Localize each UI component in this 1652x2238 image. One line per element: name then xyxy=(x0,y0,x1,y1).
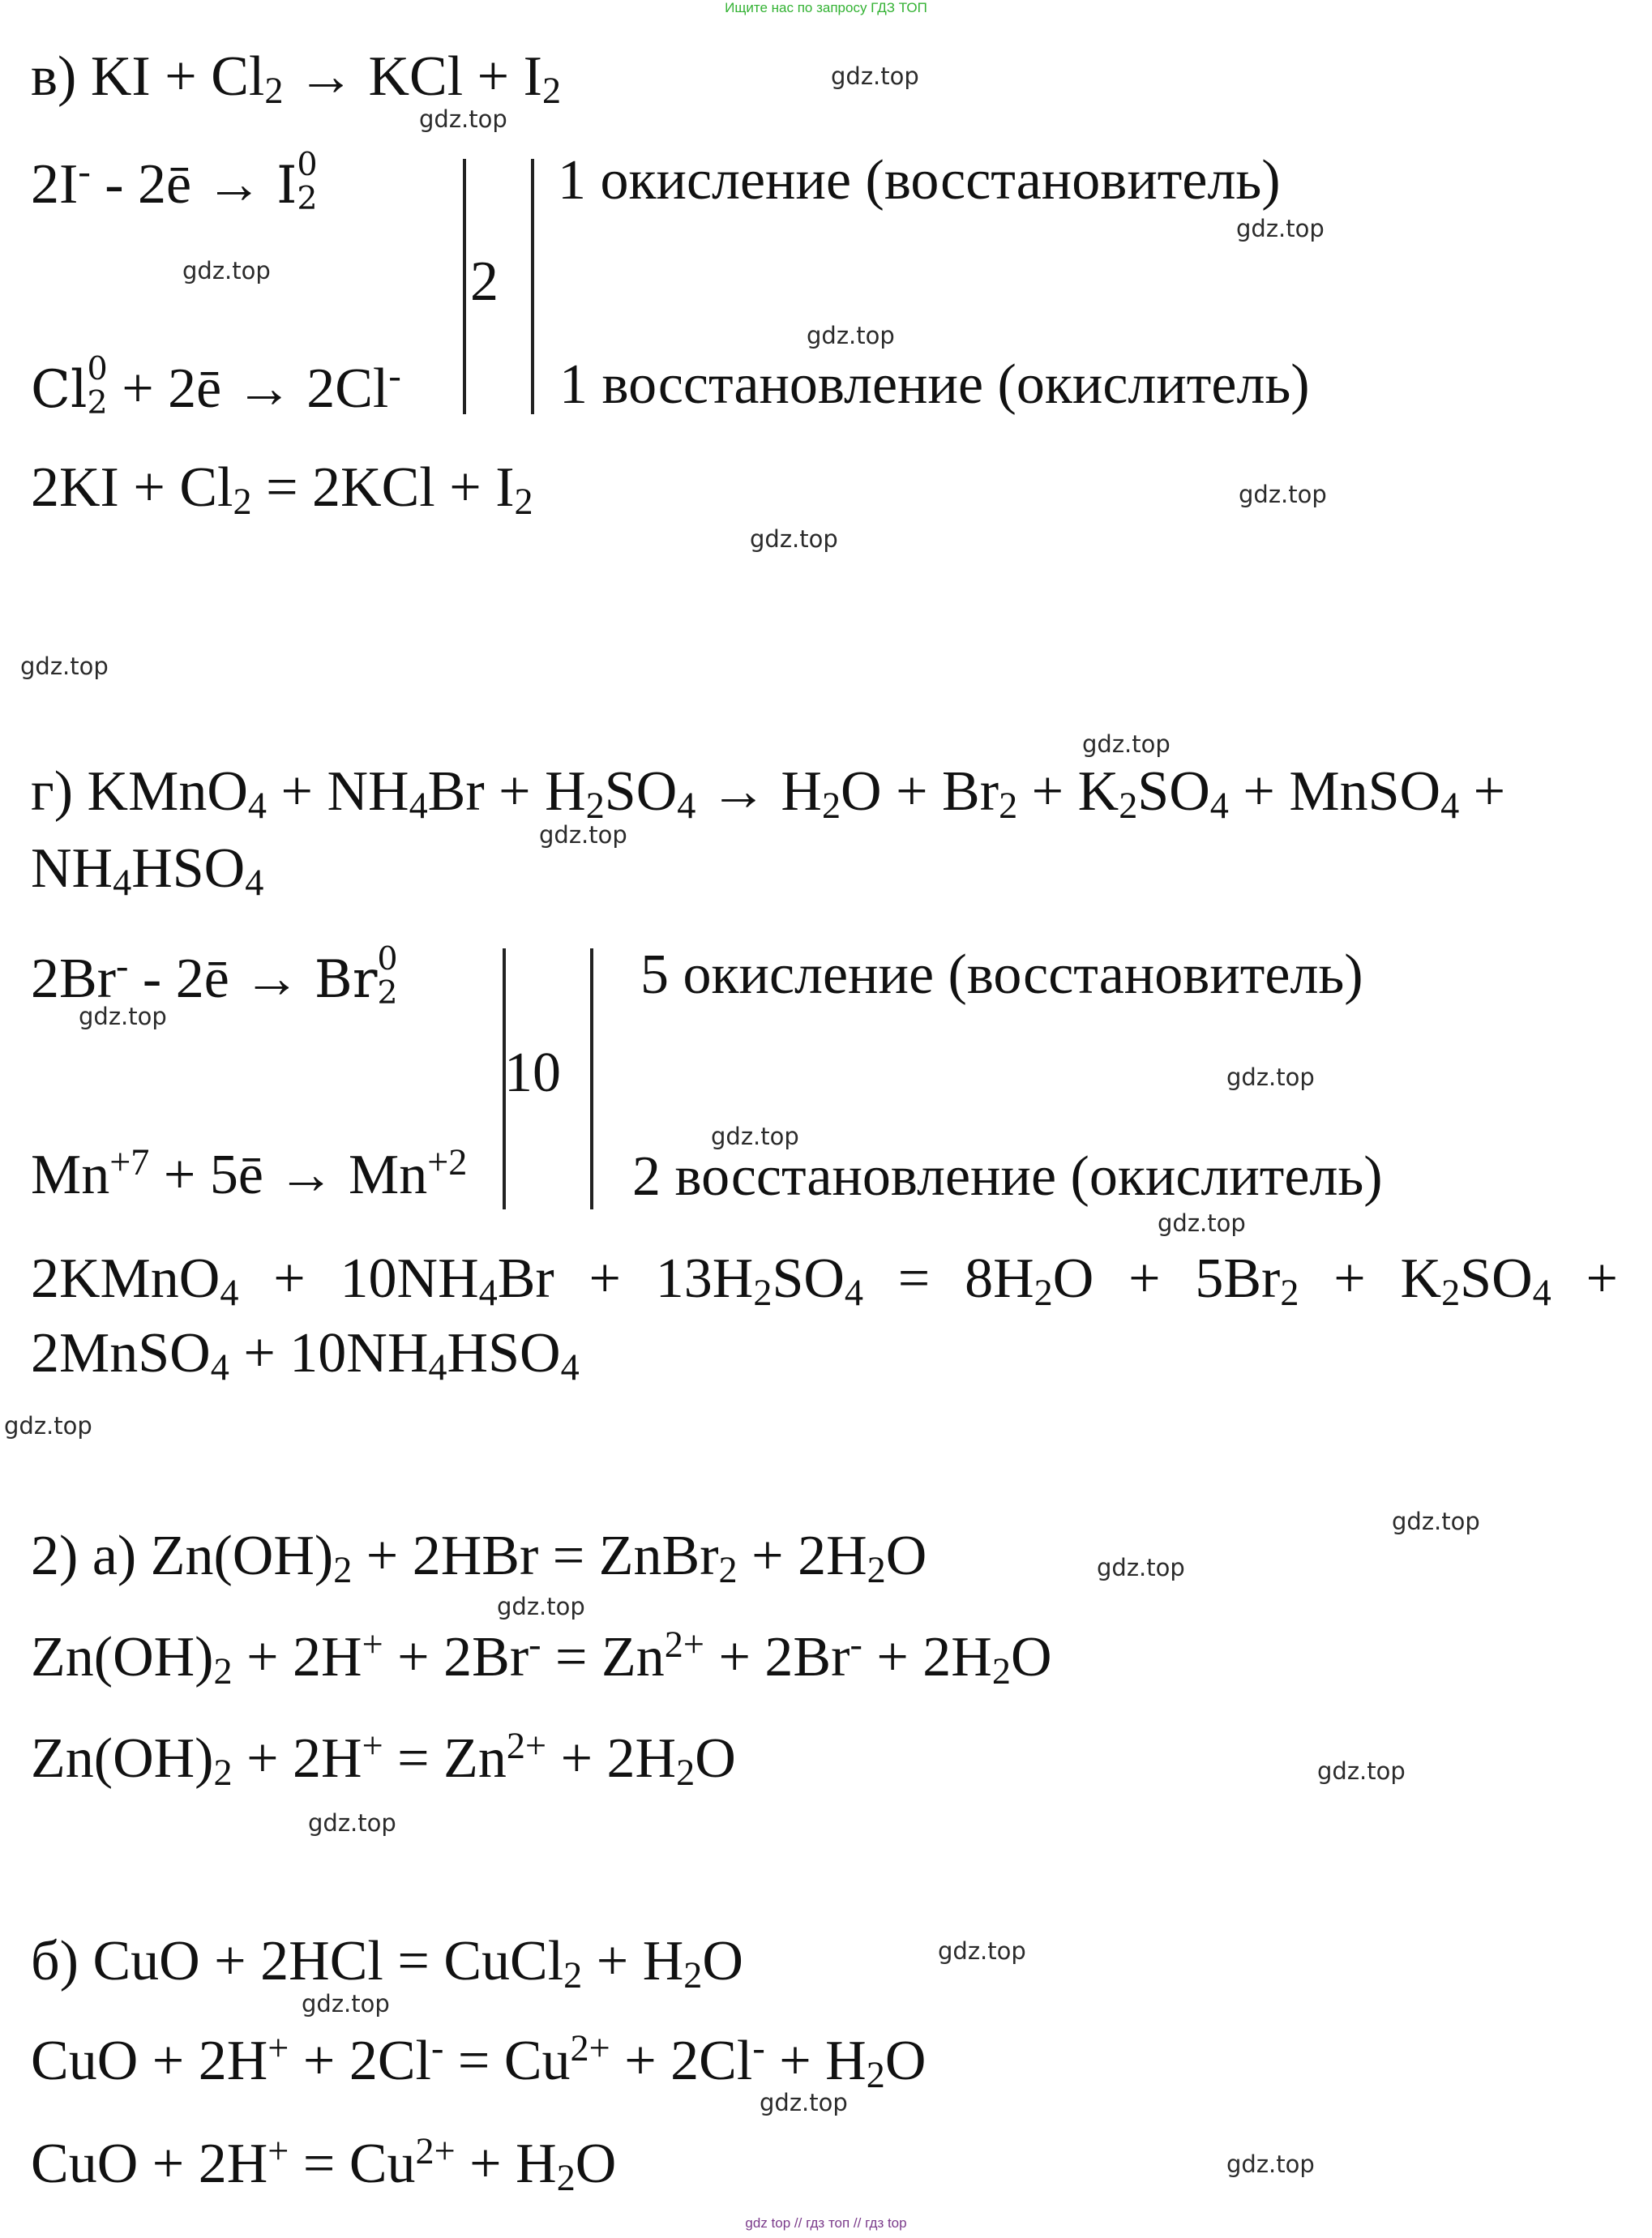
watermark: gdz.top xyxy=(831,62,919,90)
watermark: gdz.top xyxy=(79,1003,167,1030)
watermark: gdz.top xyxy=(750,525,838,553)
half-reaction-reduction-v: Cl 0 2 + 2ē → 2Cl- xyxy=(31,350,401,421)
balance-bar-right xyxy=(590,948,593,1209)
equation-2b-full-ionic: CuO + $2H^+ + 2Cl^- = Cu^{2+} + 2Cl^- + H_2O$ xyxy=(31,2026,927,2096)
watermark: gdz.top xyxy=(4,1412,92,1440)
watermark: gdz.top xyxy=(20,653,109,680)
watermark: gdz.top xyxy=(807,322,895,349)
equation-g-scheme-line2: $NH_4HSO_4$ xyxy=(31,837,264,904)
footer-note: gdz top // гдз топ // гдз top xyxy=(745,2215,907,2231)
balanced-equation-g-line2: 2MnSO$_4$ + $10NH_4HSO_4$ xyxy=(31,1322,580,1389)
watermark: gdz.top xyxy=(1239,481,1327,508)
watermark: gdz.top xyxy=(1226,1063,1315,1091)
equation-2a-molecular: 2) а) $Zn(OH)_2 + 2HBr$ = ZnBr$_2$ + $2H_2O$ xyxy=(31,1525,927,1591)
watermark: gdz.top xyxy=(308,1809,396,1837)
reduction-note-g: 2 восстановление (окислитель) xyxy=(632,1145,1383,1208)
equation-2b-molecular: б) CuO + 2HCl = CuCl$_2$ + $H_2O$ xyxy=(31,1930,743,1996)
balance-bar-left xyxy=(463,159,466,414)
reduction-note-v: 1 восстановление (окислитель) xyxy=(559,353,1310,416)
balance-multiplier-v: 2 xyxy=(470,250,499,313)
watermark: gdz.top xyxy=(938,1937,1026,1965)
watermark: gdz.top xyxy=(1097,1554,1185,1581)
watermark: gdz.top xyxy=(711,1123,799,1150)
equation-2b-short-ionic: CuO + $2H^+ = Cu^{2+} + H_2O$ xyxy=(31,2129,617,2199)
watermark: gdz.top xyxy=(497,1593,585,1620)
balanced-equation-g-line1: 2KMnO$_4$ + $10NH_4Br + 13H_2SO_4 = 8H_2O + 5Br_2 + K_2SO_4$ + xyxy=(31,1247,1619,1314)
watermark: gdz.top xyxy=(1392,1508,1480,1535)
part-label: 2) xyxy=(31,1525,79,1587)
watermark: gdz.top xyxy=(302,1990,390,2018)
watermark: gdz.top xyxy=(1236,215,1325,242)
header-note: Ищите нас по запросу ГДЗ ТОП xyxy=(725,0,927,15)
equation-v-scheme: в) KI + $Cl_2$ → KCl + $I_2$ xyxy=(31,45,562,112)
half-reaction-oxidation-v: 2I- - 2ē → I 0 2 xyxy=(31,146,318,217)
sub-label: б) xyxy=(31,1930,79,1992)
part-label: в) xyxy=(31,45,77,108)
oxidation-note-v: 1 окисление (восстановитель) xyxy=(558,149,1281,212)
watermark: gdz.top xyxy=(539,821,627,849)
watermark: gdz.top xyxy=(1226,2150,1315,2178)
watermark: gdz.top xyxy=(182,257,271,285)
sub-label: а) xyxy=(92,1525,137,1587)
watermark: gdz.top xyxy=(1082,730,1171,758)
equation-2a-full-ionic: $Zn(OH)_2 + 2H^+ + 2Br^- = Zn^{2+} + 2Br^- + 2H_2O$ xyxy=(31,1623,1052,1692)
watermark: gdz.top xyxy=(419,105,507,133)
watermark: gdz.top xyxy=(1317,1757,1406,1785)
balance-bar-right xyxy=(531,159,534,414)
oxidation-note-g: 5 окисление (восстановитель) xyxy=(640,944,1363,1006)
equation-2a-short-ionic: $Zn(OH)_2 + 2H^+ = Zn^{2+} + 2H_2O$ xyxy=(31,1724,736,1794)
balance-multiplier-g: 10 xyxy=(504,1042,561,1104)
part-label: г) xyxy=(31,760,74,823)
equation-g-scheme-line1: г) KMnO$_4$ + $NH_4Br + H_2SO_4 \to H_2O + Br_2 + K_2SO_4$ + MnSO$_4$ + xyxy=(31,760,1506,827)
watermark: gdz.top xyxy=(1158,1209,1246,1237)
half-reaction-oxidation-g: 2Br- - 2ē → Br 0 2 xyxy=(31,940,398,1012)
balanced-equation-v: $2KI + Cl_2 = 2KCl + I_2$ xyxy=(31,456,533,523)
watermark: gdz.top xyxy=(760,2089,848,2116)
half-reaction-reduction-g: $Mn^{+7}$ + 5ē → $Mn^{+2}$ xyxy=(31,1140,468,1206)
